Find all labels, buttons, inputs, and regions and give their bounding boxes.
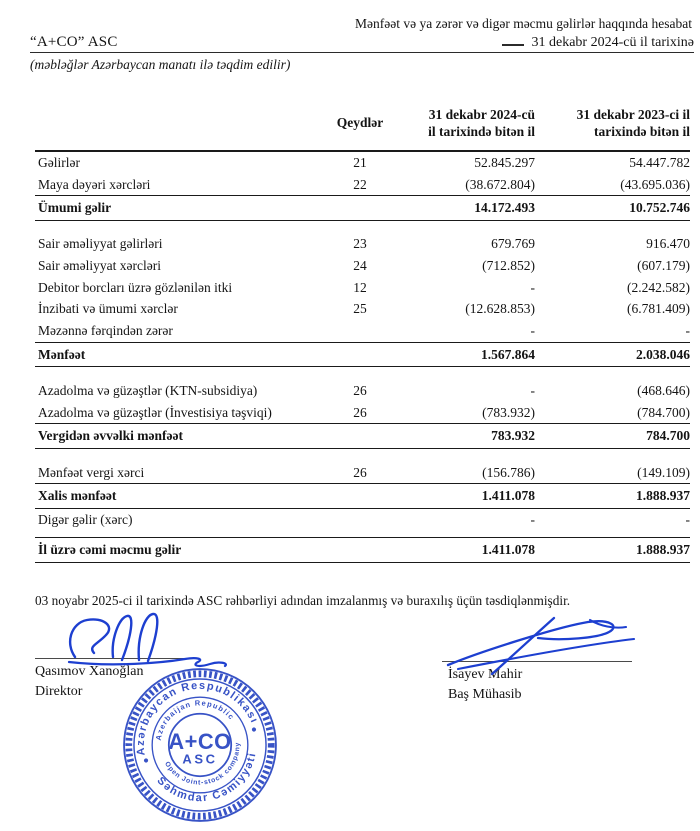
row-value-2023: (784.700): [535, 401, 690, 423]
row-value-2024: -: [530, 279, 535, 295]
row-value-2024: 1.411.078: [405, 483, 535, 508]
stamp-center-line2: ASC: [182, 751, 218, 767]
table-row: [35, 320, 690, 342]
director-name: Qasımov Xanoğlan: [35, 663, 144, 679]
row-note: [315, 424, 405, 449]
row-note: 23: [353, 236, 367, 252]
director-title: Direktor: [35, 683, 83, 699]
row-note: [315, 508, 405, 537]
row-value-2024: 14.172.493: [405, 196, 535, 221]
row-note: 26: [315, 401, 405, 423]
table-row: [35, 461, 690, 483]
row-value-2024: -: [530, 511, 535, 527]
spacer-row: [35, 220, 690, 233]
row-value-2024: (156.786): [405, 461, 535, 483]
report-title: Mənfəət və ya zərər və digər məcmu gəlirlər haqqında hesabat: [355, 16, 692, 31]
spacer-row: [35, 367, 690, 380]
row-note: [315, 196, 405, 221]
row-value-2023: (607.179): [637, 258, 690, 274]
row-value-2023: (149.109): [535, 461, 690, 483]
column-header-2024: 31 dekabr 2024-cü il tarixində bitən il: [405, 107, 535, 151]
row-label: Mənfəət: [35, 342, 315, 367]
table-row: [35, 401, 690, 423]
row-value-2024: 679.769: [491, 236, 535, 252]
approval-note: 03 noyabr 2025-ci il tarixində ASC rəhbərliyi adından imzalanmış və buraxılış üçün təsdiqlənmişdir.: [35, 592, 571, 608]
table-row: [35, 277, 690, 299]
table-row: [35, 255, 690, 277]
column-header-2023: 31 dekabr 2023-ci il tarixində bitən il: [535, 107, 690, 151]
table-row: [35, 538, 690, 563]
row-note: 22: [315, 173, 405, 195]
income-statement-table: [35, 107, 690, 563]
row-label: Debitor borcları üzrə gözlənilən itki: [38, 279, 233, 295]
row-note: [315, 483, 405, 508]
row-note: [315, 538, 405, 563]
row-label: Xalis mənfəət: [35, 483, 315, 508]
row-label: Sair əməliyyat xərcləri: [38, 258, 161, 274]
stamp-outer-bottom-text: Səhmdar Cəmiyyəti: [154, 750, 259, 805]
accountant-name: İsayev Mahir: [448, 666, 523, 682]
row-value-2023: (6.781.409): [627, 301, 690, 317]
stamp-inner-bottom-text: Open Joint-stock company: [163, 741, 242, 787]
accountant-signature: [442, 615, 640, 677]
table-row: [35, 483, 690, 508]
row-value-2023: 54.447.782: [629, 154, 690, 170]
row-value-2023: 1.888.937: [535, 483, 690, 508]
spacer-cell: [35, 448, 690, 461]
row-label: Azadolma və güzəştlər (İnvestisiya təşviqi): [35, 401, 315, 423]
row-value-2023: 2.038.046: [535, 342, 690, 367]
table-row: [35, 233, 690, 255]
row-note: 26: [315, 461, 405, 483]
report-date-text: 31 dekabr 2024-cü il tarixinə: [531, 35, 694, 50]
row-label: Gəlirlər: [38, 154, 80, 170]
row-label: Vergidən əvvəlki mənfəət: [35, 424, 315, 449]
row-note: 24: [353, 258, 367, 274]
report-date: [502, 35, 694, 51]
dash-underline: [502, 35, 524, 46]
spacer-cell: [35, 367, 690, 380]
column-header-notes: Qeydlər: [315, 107, 405, 151]
row-label: Maya dəyəri xərcləri: [35, 173, 315, 195]
row-label: Mənfəət vergi xərci: [35, 461, 315, 483]
currency-note: (məbləğlər Azərbaycan manatı ilə təqdim edilir): [30, 57, 291, 72]
table-header-row: [35, 107, 690, 151]
row-value-2024: 783.932: [405, 424, 535, 449]
stamp-outer-top-text: Azərbaycan Respublikası: [134, 679, 261, 757]
spacer-cell: [35, 220, 690, 233]
column-header-empty: [35, 107, 315, 151]
director-signature: [63, 611, 239, 671]
table-row: [35, 151, 690, 174]
row-value-2024: 1.411.078: [405, 538, 535, 563]
row-value-2023: 916.470: [646, 236, 690, 252]
row-value-2023: (43.695.036): [535, 173, 690, 195]
row-value-2023: 10.752.746: [535, 196, 690, 221]
accountant-signature-block: [442, 613, 640, 704]
row-label: Məzənnə fərqindən zərər: [35, 320, 315, 342]
stamp-center-line1: A+CO: [168, 729, 232, 755]
signature-area: [0, 609, 700, 704]
document-header: [0, 0, 700, 73]
table-row: [35, 298, 690, 320]
row-note: [315, 320, 405, 342]
table-row: [35, 173, 690, 195]
row-value-2023: -: [685, 511, 690, 527]
row-value-2023: (468.646): [637, 382, 690, 398]
row-label: İnzibati və ümumi xərclər: [38, 301, 178, 317]
accountant-title: Baş Mühasib: [448, 686, 522, 702]
table-row: [35, 342, 690, 367]
row-value-2024: 52.845.297: [474, 154, 535, 170]
stamp-inner-top-text: Azerbaijan Republic: [153, 698, 237, 742]
spacer-row: [35, 448, 690, 461]
row-value-2023: 1.888.937: [535, 538, 690, 563]
table-row: [35, 196, 690, 221]
row-note: [315, 342, 405, 367]
row-label: Digər gəlir (xərc): [38, 511, 133, 527]
table-row: [35, 424, 690, 449]
row-value-2023: -: [535, 320, 690, 342]
table-row: [35, 380, 690, 402]
company-row: [30, 34, 694, 53]
row-value-2024: -: [405, 320, 535, 342]
row-value-2024: -: [530, 382, 535, 398]
row-value-2024: (783.932): [405, 401, 535, 423]
company-name: “A+CO” ASC: [30, 34, 118, 50]
row-label: Azadolma və güzəştlər (KTN-subsidiya): [38, 382, 258, 398]
row-value-2024: (712.852): [482, 258, 535, 274]
company-stamp-seal: [122, 664, 278, 826]
statement-rows: [35, 151, 690, 563]
row-value-2024: (12.628.853): [465, 301, 535, 317]
row-value-2023: (2.242.582): [627, 279, 690, 295]
row-label: Sair əməliyyat gəlirləri: [38, 236, 163, 252]
row-note: 21: [353, 154, 367, 170]
row-label: Ümumi gəlir: [35, 196, 315, 221]
row-note: 12: [353, 279, 367, 295]
table-row: [35, 508, 690, 537]
row-note: 25: [353, 301, 367, 317]
row-value-2024: (38.672.804): [405, 173, 535, 195]
row-note: 26: [353, 382, 367, 398]
row-value-2023: 784.700: [535, 424, 690, 449]
row-value-2024: 1.567.864: [405, 342, 535, 367]
row-label: İl üzrə cəmi məcmu gəlir: [35, 538, 315, 563]
